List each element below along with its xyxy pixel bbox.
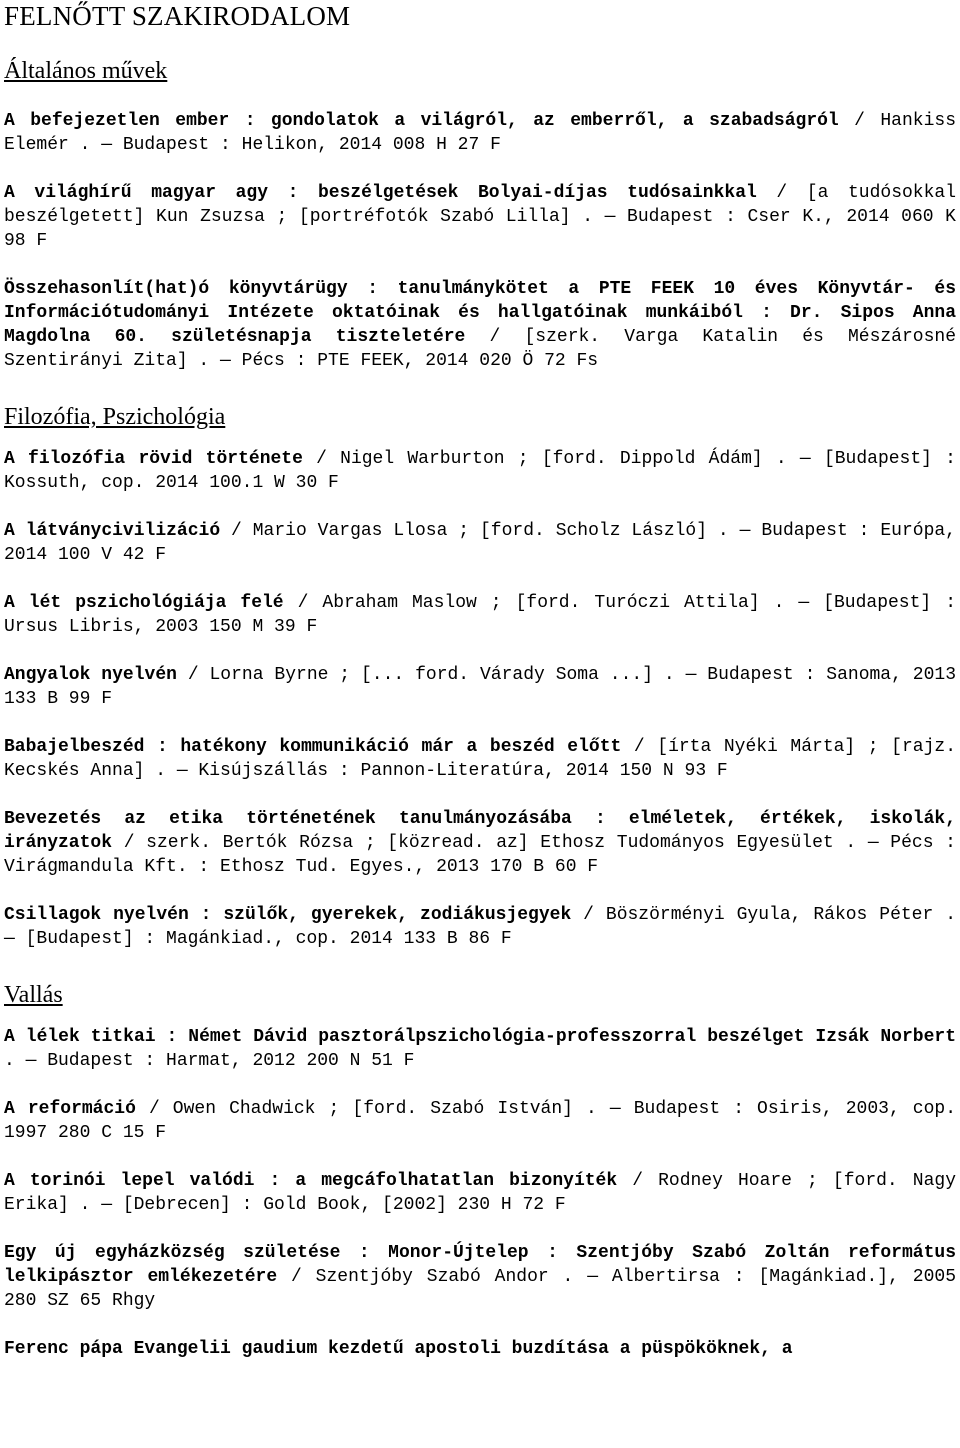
entry-details: / Nigel Warburton ; [ford. Dippold Ádám] . — [Budapest] : Kossuth, cop. 2014 100.1 W 30 F xyxy=(4,449,956,493)
list-item xyxy=(4,1169,956,1217)
entry-details: / Owen Chadwick ; [ford. Szabó István] . — Budapest : Osiris, 2003, cop. 1997 280 C 15 F xyxy=(4,1099,957,1143)
entry-title: A látványcivilizáció xyxy=(4,521,221,541)
entry-details: / [szerk. Varga Katalin és Mészárosné Szentirányi Zita] . — Pécs : PTE FEEK, 2014 020 Ö 72 Fs xyxy=(4,327,956,371)
section-heading-vallas: Vallás xyxy=(4,982,63,1008)
entry-title: Angyalok nyelvén xyxy=(4,665,177,685)
entry-title: Ferenc pápa Evangelii gaudium kezdetű apostoli buzdítása a püspököknek, a xyxy=(4,1339,793,1359)
entry-title: A reformáció xyxy=(4,1099,136,1119)
entry-details: . — Budapest : Harmat, 2012 200 N 51 F xyxy=(4,1051,415,1071)
entry-details: / Abraham Maslow ; [ford. Turóczi Attila] . — [Budapest] : Ursus Libris, 2003 150 M 39 F xyxy=(4,593,957,637)
list-item xyxy=(4,447,956,495)
list-item xyxy=(4,807,956,879)
list-item xyxy=(4,109,956,157)
entry-details: / szerk. Bertók Rózsa ; [közread. az] Ethosz Tudományos Egyesület . — Pécs : Virágmandula Kft. : Ethosz Tud. Egyes., 2013 170 B 60 F xyxy=(4,833,956,877)
list-item xyxy=(4,1337,956,1361)
list-item xyxy=(4,519,956,567)
entry-title: Babajelbeszéd : hatékony kommunikáció már a beszéd előtt xyxy=(4,737,622,757)
entry-title: A világhírű magyar agy : beszélgetések Bolyai-díjas tudósainkkal xyxy=(4,183,757,203)
entry-details: / Lorna Byrne ; [... ford. Várady Soma ...] . — Budapest : Sanoma, 2013 133 B 99 F xyxy=(4,665,956,709)
list-item xyxy=(4,1025,956,1073)
list-item xyxy=(4,1097,956,1145)
list-item xyxy=(4,277,956,373)
entry-title: A lét pszichológiája felé xyxy=(4,593,284,613)
list-item xyxy=(4,591,956,639)
entry-title: A filozófia rövid története xyxy=(4,449,303,469)
entry-title: Egy új egyházközség születése : Monor-Újtelep : Szentjóby Szabó Zoltán református lelkipásztor emlékezetére xyxy=(4,1243,956,1287)
entry-details: / [írta Nyéki Márta] ; [rajz. Kecskés Anna] . — Kisújszállás : Pannon-Literatúra, 2014 150 N 93 F xyxy=(4,737,956,781)
list-item xyxy=(4,903,956,951)
entry-details: / Szentjóby Szabó Andor . — Albertirsa : [Magánkiad.], 2005 280 SZ 65 Rhgy xyxy=(4,1267,956,1311)
entry-title: A torinói lepel valódi : a megcáfolhatatlan bizonyíték xyxy=(4,1171,618,1191)
entry-title: A lélek titkai : Német Dávid pasztorálpszichológia-professzorral beszélget Izsák Norbert xyxy=(4,1027,956,1047)
entry-details: / Mario Vargas Llosa ; [ford. Scholz László] . — Budapest : Európa, 2014 100 V 42 F xyxy=(4,521,956,565)
list-item xyxy=(4,663,956,711)
list-item xyxy=(4,735,956,783)
entry-details: / [a tudósokkal beszélgetett] Kun Zsuzsa ; [portréfotók Szabó Lilla] . — Budapest : Cser K., 2014 060 K 98 F xyxy=(4,183,957,251)
entry-title: Összehasonlít(hat)ó könyvtárügy : tanulmánykötet a PTE FEEK 10 éves Könyvtár- és Információtudományi Intézete oktatóinak és hallgatóinak munkáiból : Dr. Sipos Anna Magdolna 60. születésnapja tiszteletére xyxy=(4,279,956,347)
list-item xyxy=(4,1241,956,1313)
section-heading-filozofia: Filozófia, Pszichológia xyxy=(4,404,226,430)
entry-title: Csillagok nyelvén : szülők, gyerekek, zodiákusjegyek xyxy=(4,905,572,925)
list-item xyxy=(4,181,956,253)
entry-details: / Rodney Hoare ; [ford. Nagy Erika] . — [Debrecen] : Gold Book, [2002] 230 H 72 F xyxy=(4,1171,956,1215)
entry-title: A befejezetlen ember : gondolatok a világról, az emberről, a szabadságról xyxy=(4,111,839,131)
entry-title: Bevezetés az etika történetének tanulmányozásába : elméletek, értékek, iskolák, irányzatok xyxy=(4,809,956,853)
section-heading-altalanos: Általános művek xyxy=(4,58,168,84)
entry-details: / Hankiss Elemér . — Budapest : Helikon, 2014 008 H 27 F xyxy=(4,111,956,155)
document-page xyxy=(4,0,956,1361)
page-title: FELNŐTT SZAKIRODALOM xyxy=(4,1,351,31)
entry-details: / Böszörményi Gyula, Rákos Péter . — [Budapest] : Magánkiad., cop. 2014 133 B 86 F xyxy=(4,905,957,949)
